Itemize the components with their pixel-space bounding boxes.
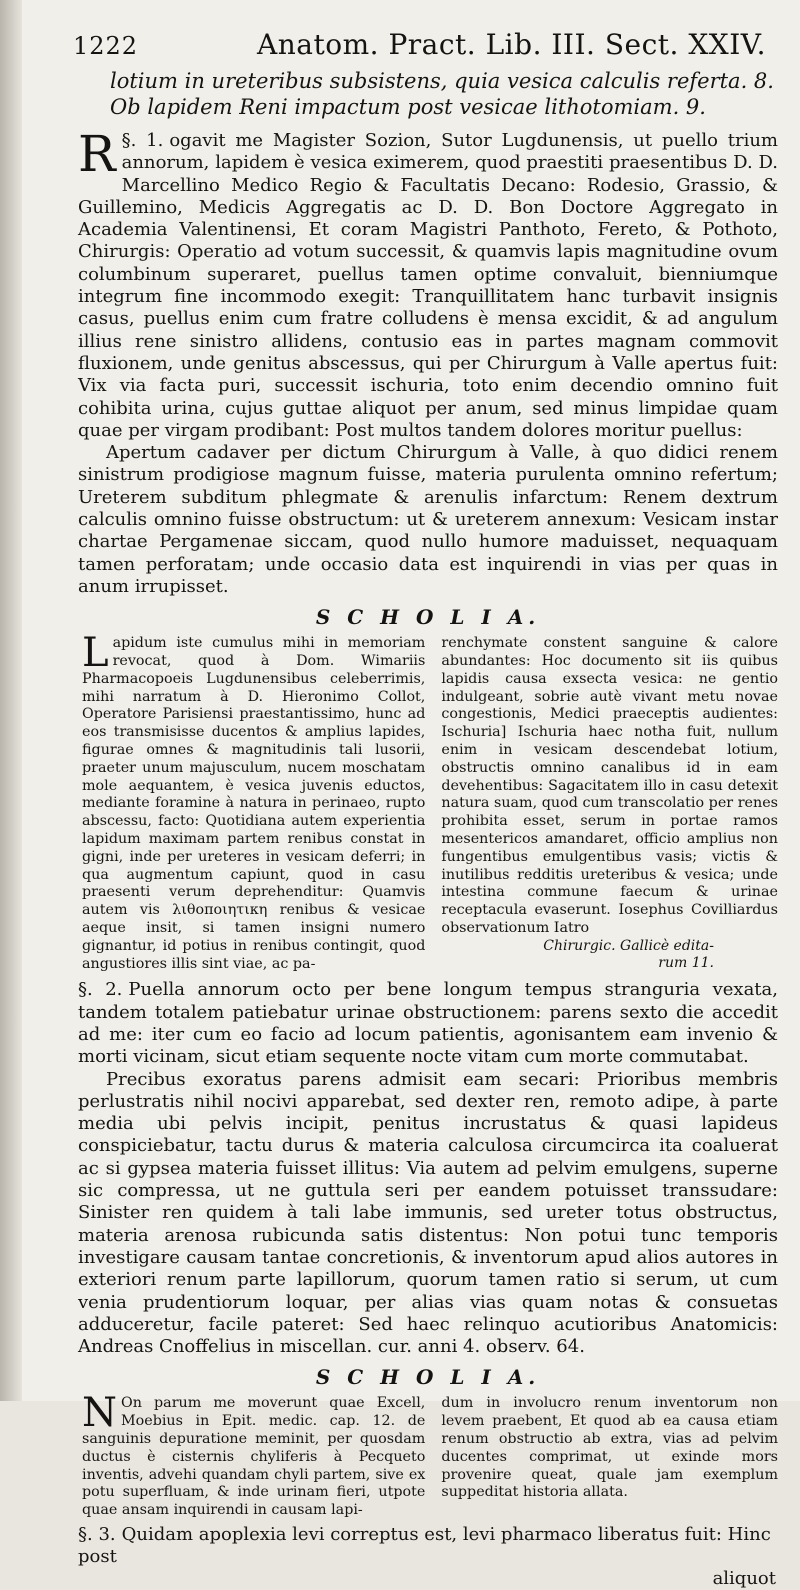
scholia-2-columns xyxy=(82,1390,778,1520)
scholia-1-right-text: renchymate constent sanguine & calore abundantes: Hoc documento sit iis quibus lapidis causa exsecta vesica: ne gentio indulgeant, sobrie autè vivant metu novae congestionis, Medici praeceptis audientes: Ischuria] Ischuria haec notha fuit, nullum enim in vesicam descendebat lotium, obstructis omnino canalibus id in eam devehentibus: Sagacitatem illo in casu detexit natura suam, quod cum transcolatio per renes prohibita esset, serum in portae ramos mesentericos amandaret, officio amplius non fungentibus emulgentibus vasis; victis & inutilibus redditis ureteribus & vesica; unde intestina commune faecum & urinae receptacula evaserunt. Iosephus Covilliardus observationum Iatro xyxy=(441,635,778,936)
scholia-heading-2: S C H O L I A. xyxy=(315,1365,541,1390)
drop-cap-n: N xyxy=(82,1390,117,1437)
catchword: aliquot xyxy=(712,1568,776,1589)
section-3-marker: §. 3. xyxy=(78,1524,116,1545)
section-1-marker: §. 1. xyxy=(121,130,164,151)
drop-cap-r: R xyxy=(78,125,116,183)
scholia-2-left-column xyxy=(82,1390,426,1520)
page-number: 1222 xyxy=(73,32,139,60)
section-2-paragraph xyxy=(78,979,778,1068)
running-head xyxy=(73,28,778,66)
section-1-text: ogavit me Magister Sozion, Sutor Lugdunensis, ut puello trium annorum, lapidem è vesica eximerem, quod praestiti praesentibus D. D. Marcellino Medico Regio & Facultatis Decano: Rodesio, Grassio, & Guillemino, Medicis Aggregatis ac D. D. Bon Doctore Aggregato in Academia Valentinensi, Et coram Magistri Panthoto, Fereto, & Pothoto, Chirurgis: Operatio ad votum successit, & quamvis lapis magnitudine ovum columbinum superaret, puellus tamen optime convaluit, bienniumque integrum fine incommodo exegit: Tranquillitatem hanc turbavit insignis casus, puellus enim cum fratre colludens è mensa excidit, & ad angulum illius rene sinistro allidens, contusio eas in partes magnam commovit fluxionem, unde genitus abscessus, qui per Chirurgum à Valle apertus fuit: Vix via facta puri, successit ischuria, toto enim decendio omnino fuit cohibita urina, cujus guttae aliquot per anum, sed minus limpidae quam quae per virgam prodibant: Post multos tandem dolores moritur puellus: xyxy=(78,130,778,441)
scholia-1-left-text: apidum iste cumulus mihi in memoriam revocat, quod à Dom. Wimariis Pharmacopoeis Lugdunensibus celeberrimis, mihi narratum à D. Hieronimo Collot, Operatore Parisiensi praestantissimo, hunc ad eos transmisisse ducentos & amplius lapides, figurae omnes & magnitudinis tali lusorii, praeter unum majusculum, nucem moschatam mole aequantem, è vesica juvenis eductos, mediante foramine à natura in perinaeo, rupto abscessu, facto: Quotidiana autem experientia lapidum maximam partem renibus constat in gigni, inde per ureteres in vesicam deferri; in qua augmentum capiunt, quod in casu praesenti verum deprehenditur: Quamvis autem vis λιθοποιητικη renibus & vesicae aeque insit, si tamen insigni numero gignantur, id potius in renibus contingit, quod angustiores illis sint viae, ac pa- xyxy=(82,635,426,972)
scholia-1-left-column xyxy=(82,630,426,973)
running-title: Anatom. Pract. Lib. III. Sect. XXIV. xyxy=(257,28,766,61)
scholia-1-citation-2: rum 11. xyxy=(658,954,714,971)
section-2-paragraph-2: Precibus exoratus parens admisit eam secari: Prioribus membris perlustratis nihil nocivi apparebat, sed dexter ren, remoto adipe, à parte media ubi pelvis incipit, penitus incrustatus & quasi lapideus conspiciebatur, tactu durus & materia calculosa circumcirca ita coaluerat ac si gypsea materia fuisset illitus: Via autem ad pelvim emulgens, superne sic compressa, ut ne guttula seri per eandem potuisset transsudare: Sinister ren quidem à tali labe immunis, sed ureter totus obstructus, materia arenosa rubicunda satis distentus: Non potui tunc temporis investigare causam tantae concretionis, & inventorum apud alios autores in exteriori renum parte lapillorum, quorum tamen ratio si serum, ut cum venia prudentiorum loquar, per alias vias quam notas & consuetas adduceretur, facile pateret: Sed haec relinquo acutioribus Anatomicis: Andreas Cnoffelius in miscellan. cur. anni 4. observ. 64. xyxy=(78,1068,778,1358)
section-1-paragraph xyxy=(78,125,778,442)
section-2-marker: §. 2. xyxy=(78,979,123,1001)
scholia-1-citation-1: Chirurgic. Gallicè edita- xyxy=(543,937,714,954)
scholia-2-right-column: dum in involucro renum inventorum non levem praebent, Et quod ab ea causa etiam renum obstructio ab extra, vias ad pelvim ducentes comprimat, ut exinde mors provenire queat, quale jam exemplum suppeditat historia allata. xyxy=(441,1395,778,1501)
scholia-1-right-column xyxy=(441,635,778,973)
scholia-2-left-text: On parum me moverunt quae Excell, Moebius in Epit. medic. cap. 12. de sanguinis depuratione meminit, per quosdam ductus è cisternis chyliferis à Pecqueto inventis, advehi quandam chyli partem, sive ex potu superfluam, & inde urinam fieri, utpote quae ansam inquirendi in causam lapi- xyxy=(82,1395,426,1519)
title-continuation: lotium in ureteribus subsistens, quia vesica calculis referta. 8. Ob lapidem Reni impactum post vesicae lithotomiam. 9. xyxy=(110,69,774,119)
scholia-1-columns xyxy=(82,630,778,973)
section-2-text: Puella annorum octo per bene longum tempus stranguria vexata, tandem totalem patiebatur urinae obstructionem: parens sexto die accedit ad me: iter cum eo facio ad locum patientis, agonisantem eam invenio & morti vicinam, sicut etiam sequente nocte vitam cum morte commutabat. xyxy=(78,979,778,1068)
section-3-text: Quidam apoplexia levi correptus est, levi pharmaco liberatus fuit: Hinc post xyxy=(78,1524,771,1567)
section-3-paragraph xyxy=(78,1524,778,1568)
scholia-heading-1: S C H O L I A. xyxy=(315,605,541,630)
section-1-paragraph-2: Apertum cadaver per dictum Chirurgum à Valle, à quo didici renem sinistrum prodigiose magnum fuisse, materia purulenta omnino refertum; Ureterem subditum phlegmate & arenulis infarctum: Renem dextrum calculis omnino fuisse obstructum: ut & ureterem annexum: Vesicam instar chartae Pergamenae siccam, quod nullo humore maduisset, nequaquam tamen perforatam; unde occasio data est inquirendi in vias per quas in anum irrupisset. xyxy=(78,442,778,597)
drop-cap-l: L xyxy=(82,630,109,677)
